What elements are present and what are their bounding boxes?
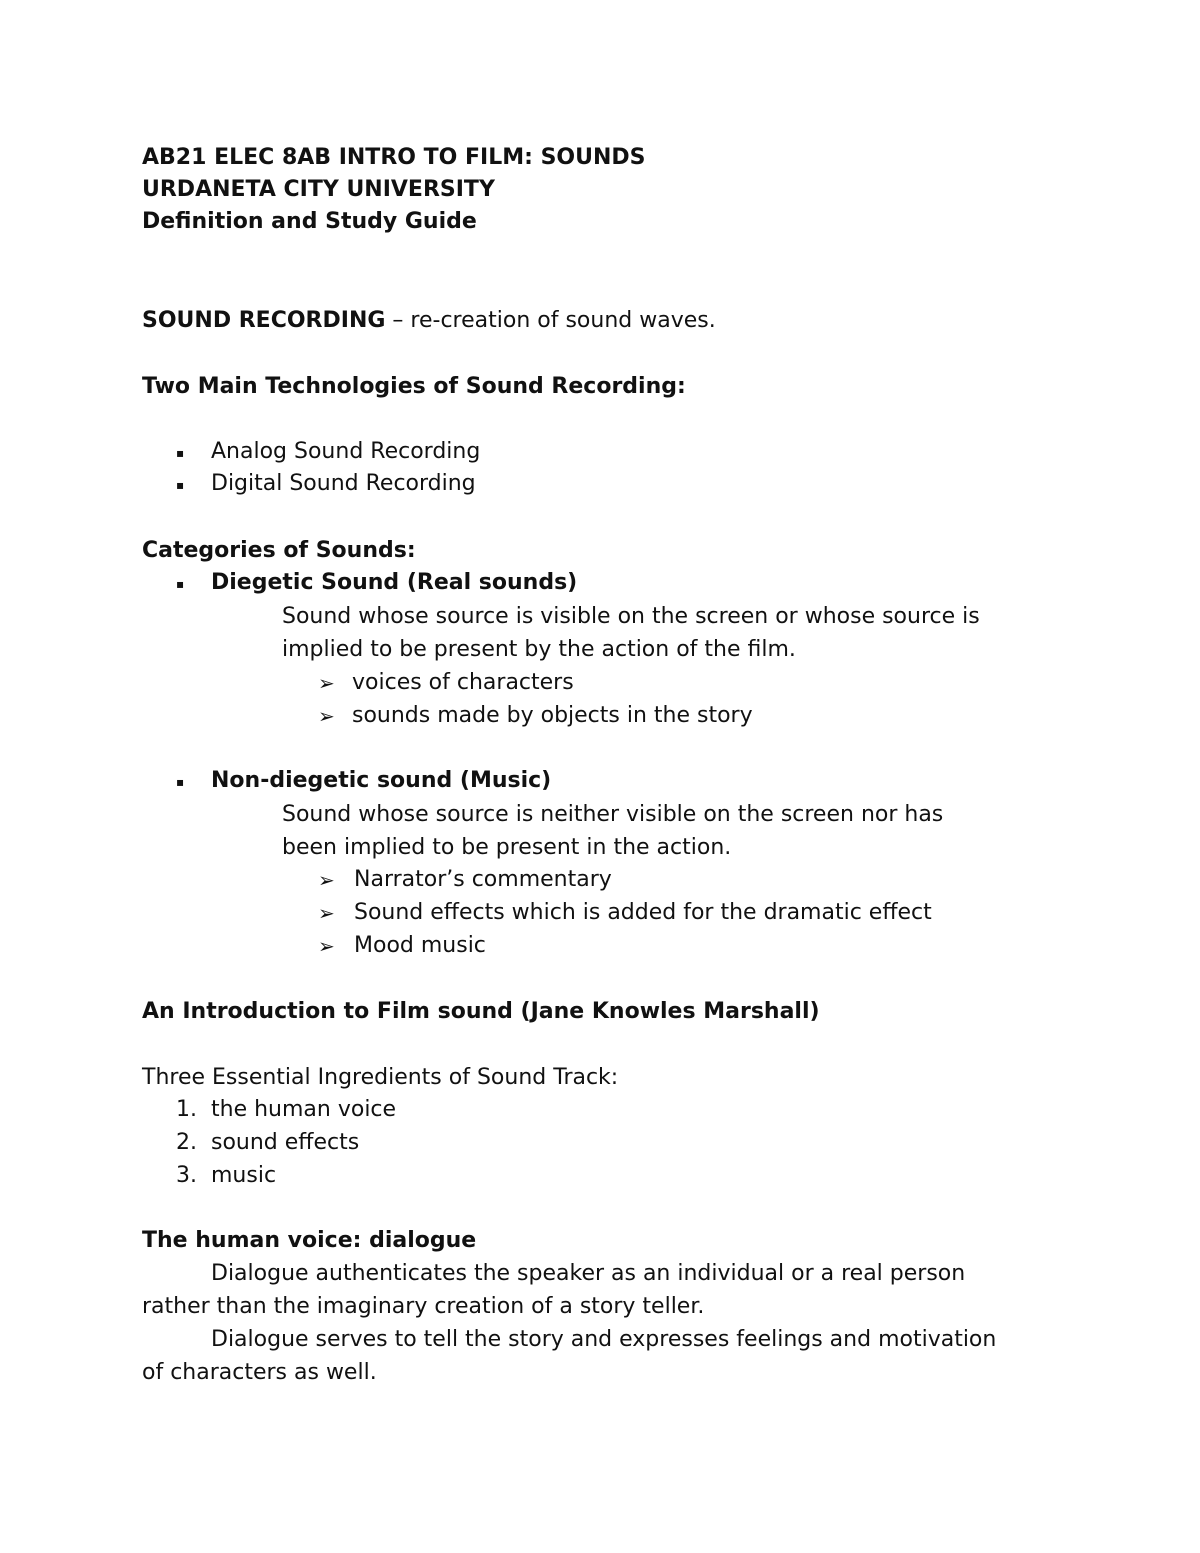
sound-recording-text: – re-creation of sound waves. xyxy=(385,308,716,333)
arrow-bullet-icon: ➢ xyxy=(318,868,335,892)
university-name: URDANETA CITY UNIVERSITY xyxy=(142,177,495,202)
list-item: Digital Sound Recording xyxy=(211,471,476,496)
list-item: the human voice xyxy=(211,1097,397,1122)
list-item: Sound effects which is added for the dramatic effect xyxy=(354,900,932,925)
course-title: AB21 ELEC 8AB INTRO TO FILM: SOUNDS xyxy=(142,145,646,170)
bullet-icon: ▪ xyxy=(176,478,185,492)
bullet-icon: ▪ xyxy=(176,775,185,789)
non-diegetic-title: Non-diegetic sound (Music) xyxy=(211,768,552,793)
non-diegetic-description: Sound whose source is neither visible on the screen nor has xyxy=(282,802,944,827)
list-item: music xyxy=(211,1163,277,1188)
list-item: Mood music xyxy=(354,933,486,958)
bullet-icon: ▪ xyxy=(176,446,185,460)
list-item: Analog Sound Recording xyxy=(211,439,481,464)
document-subtitle: Definition and Study Guide xyxy=(142,209,477,234)
dialogue-paragraph: Dialogue serves to tell the story and expresses feelings and motivation xyxy=(211,1327,997,1352)
arrow-bullet-icon: ➢ xyxy=(318,901,335,925)
non-diegetic-description: been implied to be present in the action. xyxy=(282,835,732,860)
intro-heading: An Introduction to Film sound (Jane Knowles Marshall) xyxy=(142,999,820,1024)
list-item: sounds made by objects in the story xyxy=(352,703,753,728)
list-number: 1. xyxy=(176,1097,197,1122)
dialogue-paragraph: rather than the imaginary creation of a story teller. xyxy=(142,1294,705,1319)
bullet-icon: ▪ xyxy=(176,577,185,591)
technologies-heading: Two Main Technologies of Sound Recording: xyxy=(142,374,686,399)
dialogue-paragraph: Dialogue authenticates the speaker as an individual or a real person xyxy=(211,1261,966,1286)
list-item: sound effects xyxy=(211,1130,360,1155)
categories-heading: Categories of Sounds: xyxy=(142,538,416,563)
sound-recording-definition xyxy=(142,310,716,332)
sound-recording-term: SOUND RECORDING xyxy=(142,308,386,333)
list-number: 2. xyxy=(176,1130,197,1155)
arrow-bullet-icon: ➢ xyxy=(318,671,335,695)
dialogue-paragraph: of characters as well. xyxy=(142,1360,377,1385)
dialogue-heading: The human voice: dialogue xyxy=(142,1228,477,1253)
arrow-bullet-icon: ➢ xyxy=(318,934,335,958)
list-number: 3. xyxy=(176,1163,197,1188)
ingredients-heading: Three Essential Ingredients of Sound Track: xyxy=(142,1065,619,1090)
list-item: Narrator’s commentary xyxy=(354,867,612,892)
diegetic-description: Sound whose source is visible on the screen or whose source is xyxy=(282,604,980,629)
list-item: voices of characters xyxy=(352,670,574,695)
arrow-bullet-icon: ➢ xyxy=(318,704,335,728)
diegetic-description: implied to be present by the action of the film. xyxy=(282,637,796,662)
diegetic-title: Diegetic Sound (Real sounds) xyxy=(211,570,578,595)
